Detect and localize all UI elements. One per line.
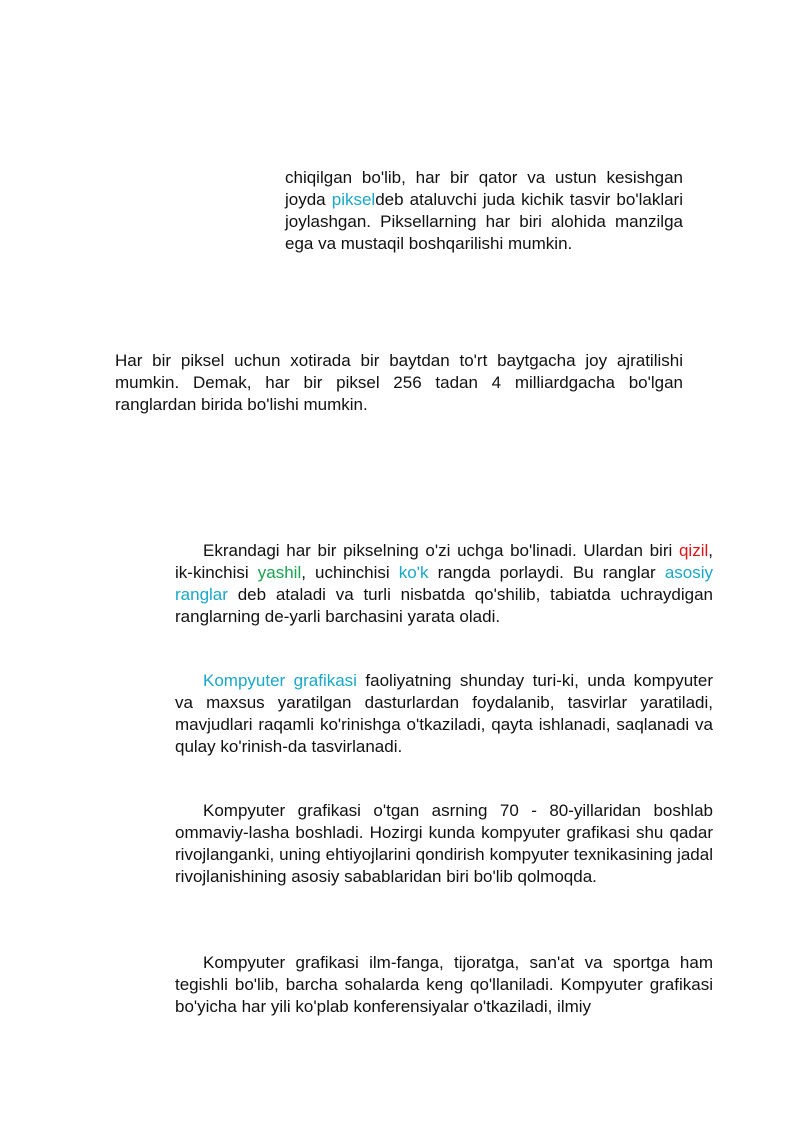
- text-segment: Har bir piksel uchun xotirada bir baytdan to'rt baytgacha joy ajratilishi mumkin. Demak, har bir piksel 256 tadan 4 milliardgacha bo'lgan ranglardan birida bo'lishi mumkin.: [115, 351, 683, 414]
- paragraph-primary-colors: [175, 540, 713, 628]
- paragraph-computer-graphics-usage: [175, 952, 713, 1018]
- text-segment: faoliyatning shunday turi-ki, unda kompyuter va maxsus yaratilgan dasturlardan foydalanib, tasvirlar yaratiladi, mavjudlari raqamli ko'rinishga o'tkaziladi, qayta ishlanadi, saqlanadi va qulay ko'rinish-da tasvirlanadi.: [175, 671, 713, 756]
- term-asosiy-ranglar: asosiy ranglar: [175, 563, 713, 604]
- text-segment: Ekrandagi har bir pikselning o'zi uchga bo'linadi. Ulardan biri: [203, 541, 679, 560]
- text-segment: Kompyuter grafikasi ilm-fanga, tijoratga, san'at va sportga ham tegishli bo'lib, barcha sohalarda keng qo'llaniladi. Kompyuter grafikasi bo'yicha har yili ko'plab konferensiyalar o'tkaziladi, ilmiy: [175, 953, 713, 1016]
- term-piksel: piksel: [331, 190, 376, 209]
- paragraph-pixel-definition: [285, 167, 683, 255]
- text-segment: rangda porlaydi. Bu ranglar: [428, 563, 665, 582]
- text-segment: chiqilgan bo'lib, har bir qator va ustun kesishgan joyda: [285, 168, 683, 209]
- text-segment: , ik-kinchisi: [175, 541, 713, 582]
- text-segment: deb ataluvchi juda kichik tasvir bo'laklari joylashgan. Piksellarning har biri alohida manzilga ega va mustaqil boshqarilishi mumkin.: [285, 190, 683, 253]
- term-yashil: yashil: [257, 563, 302, 582]
- paragraph-pixel-memory: [115, 350, 683, 416]
- term-kompyuter-grafikasi: Kompyuter grafikasi: [203, 671, 357, 690]
- paragraph-computer-graphics-history: [175, 800, 713, 888]
- text-segment: , uchinchisi: [301, 563, 399, 582]
- text-segment: Kompyuter grafikasi o'tgan asrning 70 - 80-yillaridan boshlab ommaviy-lasha boshladi. Hozirgi kunda kompyuter grafikasi shu qadar rivojlanganki, uning ehtiyojlarini qondirish kompyuter texnikasining jadal rivojlanishining asosiy sabablaridan biri bo'lib qolmoqda.: [175, 801, 713, 886]
- paragraph-computer-graphics-definition: [175, 670, 713, 758]
- term-qizil: qizil: [678, 541, 709, 560]
- term-kok: ko'k: [398, 563, 429, 582]
- text-segment: deb ataladi va turli nisbatda qo'shilib, tabiatda uchraydigan ranglarning de-yarli barchasini yarata oladi.: [175, 585, 713, 626]
